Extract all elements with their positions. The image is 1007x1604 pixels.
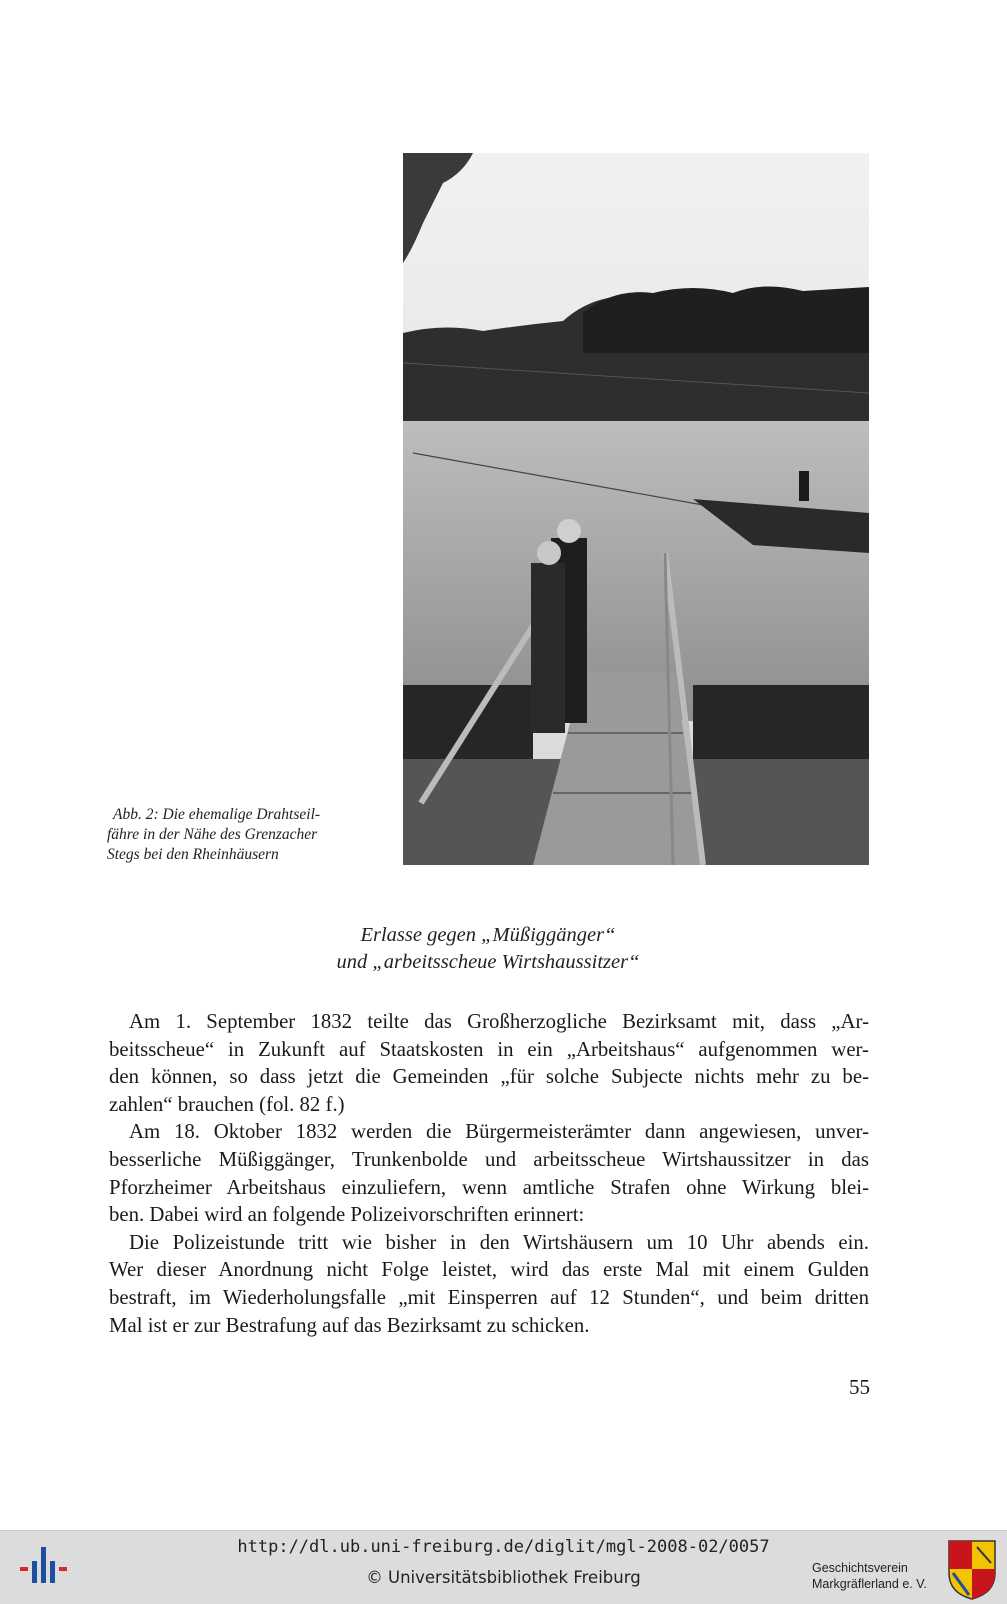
society-name <box>812 1560 944 1592</box>
text-line: Am 1. September 1832 teilte das Großherzogliche Bezirksamt mit, dass „Ar- <box>129 1010 869 1033</box>
page-number: 55 <box>849 1375 870 1399</box>
text-line: zahlen“ brauchen (fol. 82 f.) <box>109 1092 345 1116</box>
section-heading <box>107 922 869 976</box>
text-line: bestraft, im Wiederholungsfalle „mit Einsperren auf 12 Stunden“, und beim dritten <box>109 1285 869 1309</box>
society-line: Markgräflerland e. V. <box>812 1577 927 1591</box>
text-line: Mal ist er zur Bestrafung auf das Bezirksamt zu schicken. <box>109 1313 590 1337</box>
copyright-notice: © Universitätsbibliothek Freiburg <box>366 1568 641 1587</box>
text-line: besserliche Müßiggänger, Trunkenbolde und arbeitsscheue Wirtshaussitzer in das <box>109 1147 869 1171</box>
document-url[interactable]: http://dl.ub.uni-freiburg.de/diglit/mgl-2008-02/0057 <box>237 1537 770 1557</box>
historic-photo-ferry <box>403 153 869 865</box>
text-line: den können, so dass jetzt die Gemeinden „für solche Subjecte nichts mehr zu be- <box>109 1065 869 1089</box>
heading-line: Erlasse gegen „Müßiggänger“ <box>360 924 616 946</box>
caption-line: Stegs bei den Rheinhäusern <box>107 846 279 863</box>
figure-caption <box>107 805 377 865</box>
photo-drawing <box>403 153 869 865</box>
body-text <box>109 1008 869 1339</box>
heading-line: und „arbeitsscheue Wirtshaussitzer“ <box>336 951 640 973</box>
text-line: ben. Dabei wird an folgende Polizeivorschriften erinnert: <box>109 1203 585 1227</box>
society-line: Geschichtsverein <box>812 1561 908 1575</box>
text-line: Wer dieser Anordnung nicht Folge leistet, wird das erste Mal mit einem Gulden <box>109 1258 869 1282</box>
text-line: Pforzheimer Arbeitshaus einzuliefern, wenn amtliche Strafen ohne Wirkung blei- <box>109 1175 869 1199</box>
text-line: beitsscheue“ in Zukunft auf Staatskosten in ein „Arbeitshaus“ aufgenommen wer- <box>109 1037 869 1061</box>
text-line: Am 18. Oktober 1832 werden die Bürgermeisterämter dann angewiesen, unver- <box>129 1120 869 1144</box>
caption-line: fähre in der Nähe des Grenzacher <box>107 826 318 843</box>
caption-line: Abb. 2: Die ehemalige Drahtseil- <box>113 806 321 823</box>
text-line: Die Polizeistunde tritt wie bisher in den Wirtshäusern um 10 Uhr abends ein. <box>129 1230 869 1254</box>
coat-of-arms-icon <box>947 1539 997 1601</box>
viewer-footer <box>0 1530 1007 1604</box>
